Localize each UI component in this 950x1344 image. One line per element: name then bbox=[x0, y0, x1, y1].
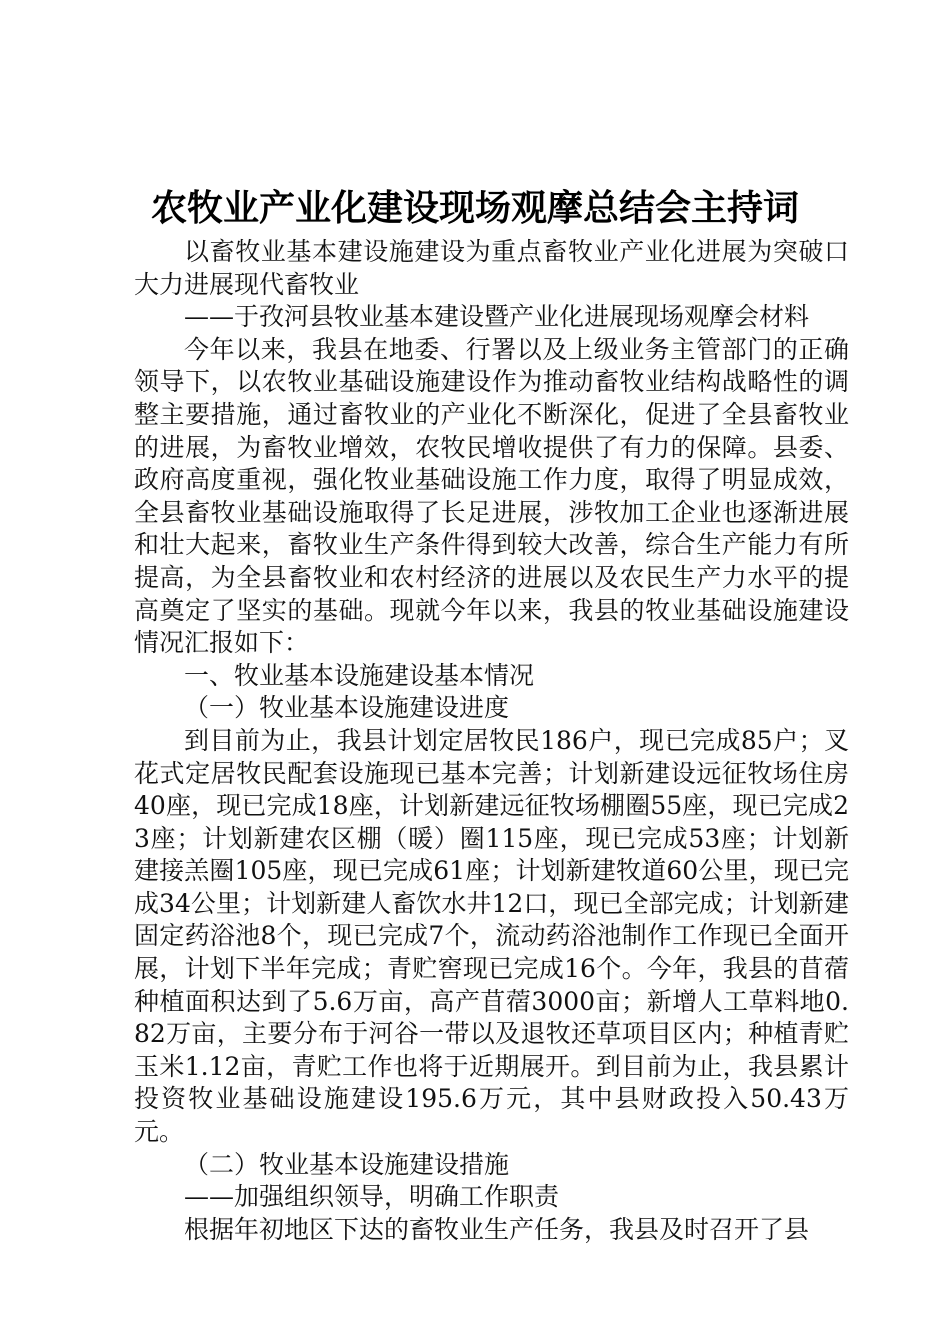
body-paragraph: 根据年初地区下达的畜牧业生产任务，我县及时召开了县 bbox=[184, 1214, 810, 1244]
point-heading: ——加强组织领导，明确工作职责 bbox=[184, 1182, 560, 1212]
source-line: ——于孜河县牧业基本建设暨产业化进展现场观摩会材料 bbox=[184, 302, 810, 332]
subtitle-paragraph: 以畜牧业基本建设施建设为重点畜牧业产业化进展为突破口大力进展现代畜牧业 bbox=[134, 237, 849, 299]
body-paragraph: 到目前为止，我县计划定居牧民186户，现已完成85户；叉花式定居牧民配套设施现已基本完善；计划新建设远征牧场住房40座，现已完成18座，计划新建远征牧场棚圈55座，现已完成23座；计划新建农区棚（暖）圈115座，现已完成53座；计划新建接羔圈105座，现已完成61座；计划新建牧道60公里，现已完成34公里；计划新建人畜饮水井12口，现已全部完成；计划新建固定药浴池8个，现已完成7个，流动药浴池制作工作现已全面开展，计划下半年完成；青贮窖现已完成16个。今年，我县的苜蓿种植面积达到了5.6万亩，高产苜蓿3000亩；新增人工草料地0.82万亩，主要分布于河谷一带以及退牧还草项目区内；种植青贮玉米1.12亩，青贮工作也将于近期展开。到目前为止，我县累计投资牧业基础设施建设195.6万元，其中县财政投入50.43万元。 bbox=[134, 725, 849, 1147]
body-paragraph: 今年以来，我县在地委、行署以及上级业务主管部门的正确领导下，以农牧业基础设施建设作为推动畜牧业结构战略性的调整主要措施，通过畜牧业的产业化不断深化，促进了全县畜牧业的进展，为畜牧业增效，农牧民增收提供了有力的保障。县委、政府高度重视，强化牧业基础设施工作力度，取得了明显成效，全县畜牧业基础设施取得了长足进展，涉牧加工企业也逐渐进展和壮大起来，畜牧业生产条件得到较大改善，综合生产能力有所提高，为全县畜牧业和农村经济的进展以及农民生产力水平的提高奠定了坚实的基础。现就今年以来，我县的牧业基础设施建设情况汇报如下： bbox=[134, 334, 849, 658]
subsection-heading: （一）牧业基本设施建设进度 bbox=[184, 693, 510, 723]
section-heading: 一、牧业基本设施建设基本情况 bbox=[184, 660, 535, 690]
subsection-heading: （二）牧业基本设施建设措施 bbox=[184, 1149, 510, 1179]
document-body bbox=[134, 236, 849, 1246]
page-title: 农牧业产业化建设现场观摩总结会主持词 bbox=[150, 187, 799, 229]
